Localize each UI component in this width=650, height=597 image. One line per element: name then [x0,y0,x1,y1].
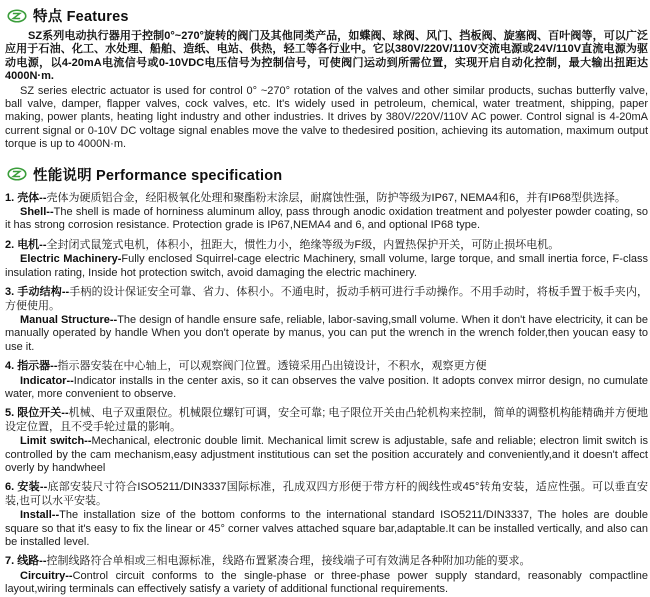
item-label-en: Indicator-- [20,374,74,387]
spec-item-en [5,435,648,475]
spec-item-cn [5,481,648,508]
item-label-cn: 限位开关-- [17,407,69,420]
item-number: 6. [5,481,15,494]
item-text-en: The shell is made of horniness aluminum alloy, pass through anodic oxidation treatment and polyester powder coating, so it has strong corrosion resistance. Protection grade is IP67,NEMA4 and 6, and optional IP68 type. [5,206,648,232]
item-number: 5. [5,407,15,420]
spec-item-en [5,314,648,354]
item-text-cn: 全封闭式鼠笼式电机，体积小，扭距大，惯性力小，绝缘等级为F级，内置热保护开关，可防止损坏电机。 [46,238,560,251]
item-text-en: Fully enclosed Squirrel-cage electric Machinery, small volume, large torque, and small inertia force, F-class insulation rating, Inside hot protection switch, avoid damaging the electric machinery. [5,253,649,279]
item-label-en: Manual Structure-- [20,313,118,326]
features-paragraph-en: SZ series electric actuator is used for control 0° ~270° rotation of the valves and other similar products, suchas butterfly valve, ball valve, damper, flapper valves, cock valves, etc. It's widely used in petroleum, chemical, water treatment, shipping, paper making, power plants, heating light industry and other industries. It drives by 380V/220V/110V AC power. Control signal is 4-20mA current signal or 0-10V DC voltage signal enables move the valve to thedesired position, achieving its automation, maximum output torque is up to 4000N·m. [5,84,648,151]
item-number: 7. [5,555,15,568]
features-paragraph-cn: SZ系列电动执行器用于控制0°~270°旋转的阀门及其他同类产品，如蝶阀、球阀、风门、挡板阀、旋塞阀、百叶阀等，可以广泛应用于石油、化工、水处理、船舶、造纸、电站、供热，轻工等各行业中。它以380V/220V/110V交流电源或24V/110V直流电源为驱动电源，以4-20mA电流信号或0-10VDC电压信号为控制信号，可使阀门运动到所需位置，实现开启自动化控制，最大输出扭距达4000N·m. [5,30,648,83]
spec-item-cn [5,286,648,313]
item-text-en: Control circuit conforms to the single-phase or three-phase power supply standard, reasonably compactline layout,wiring terminals can effectively satisfy a variety of additional functional requirements. [5,569,648,596]
item-label-en: Limit switch-- [20,435,92,448]
spec-item-en [5,509,648,549]
item-label-en: Shell-- [20,206,54,219]
item-number: 4. [5,360,15,373]
spec-item-cn [5,360,648,373]
item-label-cn: 安装-- [17,481,48,494]
brand-logo-icon [7,167,27,181]
spec-item-cn [5,555,648,568]
item-text-cn: 指示器安装在中心轴上，可以观察阀门位置。透镜采用凸出镜设计，不积水，观察更方便 [57,360,487,373]
item-text-cn: 壳体为硬质铝合金，经阳极氧化处理和聚酯粉末涂层，耐腐蚀性强，防护等级为IP67, NEMA4和6，并有IP68型供选择。 [46,191,626,204]
spec-item-manual-structure [5,286,648,354]
item-number: 1. [5,191,15,204]
spec-item-indicator [5,360,648,401]
spec-item-cn [5,239,648,252]
spec-item-cn [5,407,648,434]
spec-item-circuitry [5,555,648,596]
item-label-cn: 线路-- [17,555,47,568]
item-label-cn: 电机-- [17,238,47,251]
item-label-en: Install-- [20,509,60,522]
item-number: 2. [5,238,15,251]
item-text-en: The installation size of the bottom conforms to the international standard ISO5211/DIN3337, The holes are double square so that it's easy to fix the linear or 45° corner valves attached square bar,adaptable.It can be installed vertically, and also can be installed level. [5,509,648,548]
item-number: 3. [5,286,15,299]
item-text-cn: 手柄的设计保证安全可靠、省力、体积小。不通电时，扳动手柄可进行手动操作。不用手动时，将板手置于板手夹内，方便使用。 [5,286,648,312]
item-text-en: The design of handle ensure safe, reliable, labor-saving,small volume. When it don't have electricity, it can be manually operated by handle When you don't operate by manus, you can put the wrench in the wrench folder,then youcan easy to use it. [5,313,648,353]
item-text-en: Mechanical, electronic double limit. Mechanical limit screw is adjustable, safe and reliable; electron limit switch is controlled by the cam mechanism,easy adjustment institutious can set the position accurately and conveniently,and it doesn't affect overly by handwheel [5,435,648,474]
performance-section-title: 性能说明 Performance specification [33,167,283,184]
spec-item-en [5,206,648,233]
spec-item-en [5,253,648,280]
item-text-cn: 底部安装尺寸符合ISO5211/DIN3337国际标准，孔成双四方形便于带方杆的阀线性或45°转角安装，适应性强。可以垂直安装,也可以水平安装。 [5,481,648,507]
performance-section-header [7,164,648,185]
item-label-cn: 手动结构-- [17,286,70,299]
item-text-cn: 控制线路符合单相或三相电源标准，线路布置紧凑合理，接线端子可有效满足各种附加功能的要求。 [46,555,531,568]
item-label-cn: 壳体-- [17,191,47,204]
spec-item-cn [5,192,648,205]
item-text-en: Indicator installs in the center axis, so it can observes the valve position. It adopts convex mirror design, no cumulate water, more convenient to observe. [5,374,648,400]
item-label-en: Electric Machinery- [20,253,122,266]
spec-item-electric-machinery [5,239,648,280]
spec-item-shell [5,192,648,233]
spec-item-install [5,481,648,549]
spec-item-limit-switch [5,407,648,475]
spec-item-en [5,570,648,597]
features-section-title: 特点 Features [33,9,129,25]
spec-item-en [5,375,648,402]
brand-logo-icon [7,9,27,23]
features-section-header [7,5,648,26]
item-label-en: Circuitry-- [20,569,73,582]
item-label-cn: 指示器-- [17,360,58,373]
item-text-cn: 机械、电子双重限位。机械限位螺钉可调，安全可靠; 电子限位开关由凸轮机构来控制，简单的调整机构能精确并方便地设定位置，且不受手轮过量的影响。 [5,407,649,433]
